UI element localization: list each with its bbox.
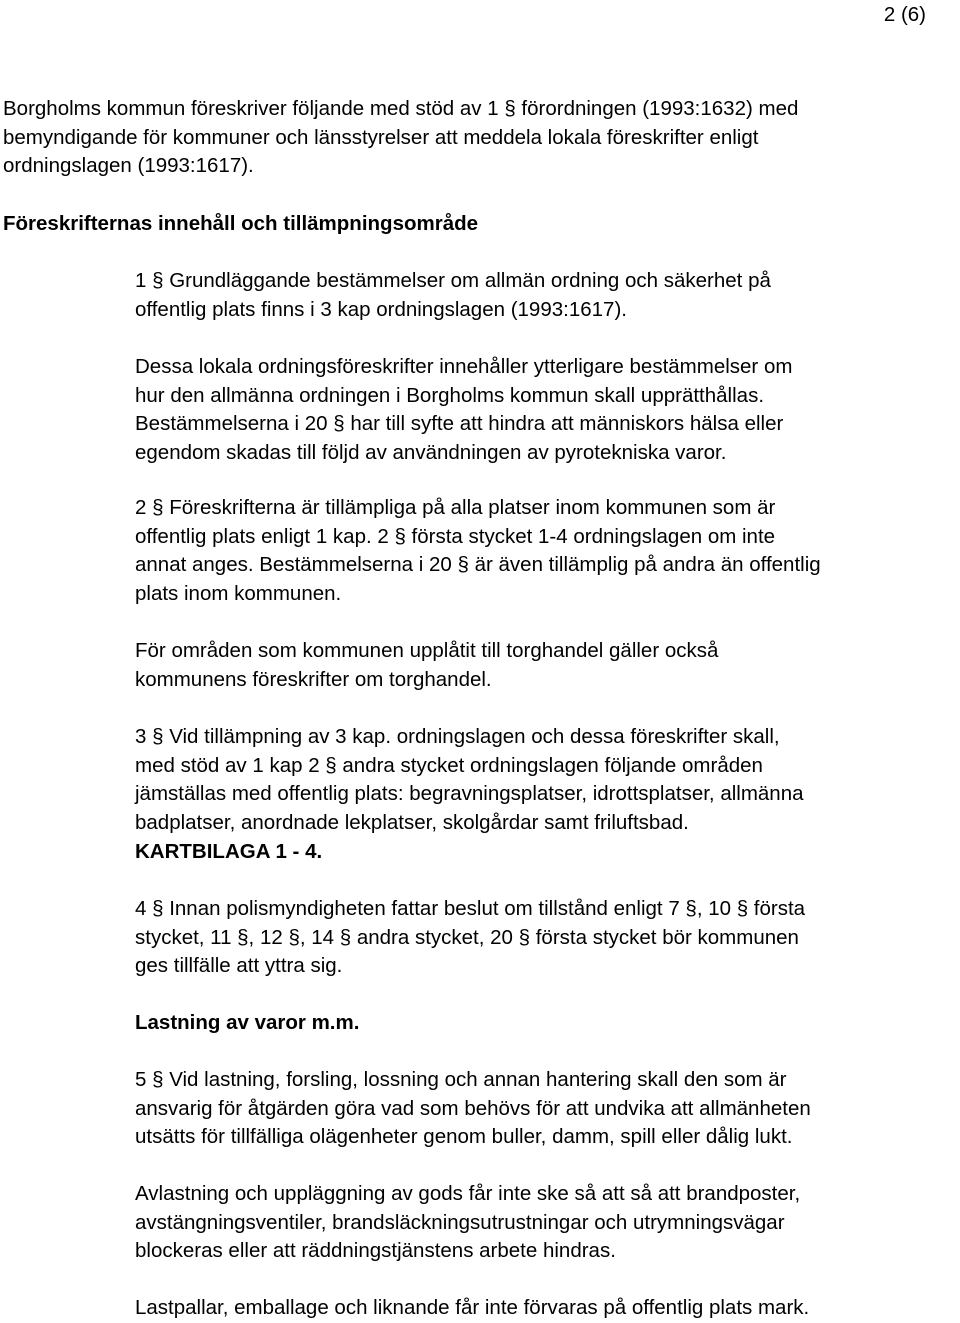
text-line: avstängningsventiler, brandsläckningsutrustningar och utrymningsvägar: [135, 1210, 785, 1234]
text-line: kommunens föreskrifter om torghandel.: [135, 667, 492, 691]
text-line: 3 § Vid tillämpning av 3 kap. ordningslagen och dessa föreskrifter skall,: [135, 725, 780, 748]
paragraph-1: [135, 267, 960, 324]
text-line: jämställas med offentlig plats: begravningsplatser, idrottsplatser, allmänna: [135, 782, 804, 806]
page-number: 2 (6): [883, 3, 926, 26]
map-appendix-reference: KARTBILAGA 1 - 4.: [135, 839, 323, 863]
text-line: ges tillfälle att yttra sig.: [135, 954, 343, 978]
text-line: Borgholms kommun föreskriver följande med stöd av 1 § förordningen (1993:1632) med: [3, 97, 799, 120]
text-line: plats inom kommunen.: [135, 582, 342, 606]
text-line: 1 § Grundläggande bestämmelser om allmän ordning och säkerhet på: [135, 269, 771, 292]
paragraph-3: [135, 723, 960, 867]
text-line: Bestämmelserna i 20 § har till syfte att hindra att människors hälsa eller: [135, 412, 784, 436]
text-line: egendom skadas till följd av användningen av pyrotekniska varor.: [135, 441, 727, 465]
text-line: med stöd av 1 kap 2 § andra stycket ordningslagen följande områden: [135, 753, 763, 777]
paragraph-4: [135, 895, 960, 981]
section-heading: Lastning av varor m.m.: [135, 1011, 360, 1034]
text-line: stycket, 11 §, 12 §, 14 § andra stycket, 20 § första stycket bör kommunen: [135, 925, 799, 949]
text-line: offentlig plats enligt 1 kap. 2 § första stycket 1-4 ordningslagen om inte: [135, 524, 776, 548]
text-line: För områden som kommunen upplåtit till torghandel gäller också: [135, 639, 719, 662]
text-line: bemyndigande för kommuner och länsstyrelser att meddela lokala föreskrifter enligt: [3, 125, 759, 149]
paragraph-2: [135, 494, 960, 609]
text-line: utsätts för tillfälliga olägenheter genom buller, damm, spill eller dålig lukt.: [135, 1125, 793, 1149]
text-line: offentlig plats finns i 3 kap ordningslagen (1993:1617).: [135, 297, 627, 321]
text-line: blockeras eller att räddningstjänstens arbete hindras.: [135, 1239, 616, 1263]
text-line: Dessa lokala ordningsföreskrifter innehåller ytterligare bestämmelser om: [135, 355, 793, 378]
text-line: 2 § Föreskrifterna är tillämpliga på alla platser inom kommunen som är: [135, 496, 776, 519]
text-line: 4 § Innan polismyndigheten fattar beslut om tillstånd enligt 7 §, 10 § första: [135, 897, 806, 920]
text-line: Lastpallar, emballage och liknande får inte förvaras på offentlig plats mark.: [135, 1296, 810, 1319]
text-line: ansvarig för åtgärden göra vad som behövs för att undvika att allmänheten: [135, 1096, 811, 1120]
paragraph-5c: [135, 1294, 960, 1323]
text-line: annat anges. Bestämmelserna i 20 § är även tillämplig på andra än offentlig: [135, 553, 821, 577]
paragraph-5: [135, 1066, 960, 1152]
paragraph-2b: [135, 637, 960, 694]
intro-paragraph: [3, 95, 960, 181]
paragraph-1b: [135, 353, 960, 468]
section-heading: Föreskrifternas innehåll och tillämpningsområde: [3, 212, 479, 235]
text-line: 5 § Vid lastning, forsling, lossning och annan hantering skall den som är: [135, 1068, 787, 1091]
text-line: hur den allmänna ordningen i Borgholms kommun skall upprätthållas.: [135, 383, 765, 407]
text-line: ordningslagen (1993:1617).: [3, 154, 254, 178]
text-line: badplatser, anordnade lekplatser, skolgårdar samt friluftsbad.: [135, 811, 689, 835]
paragraph-5b: [135, 1180, 960, 1266]
text-line: Avlastning och uppläggning av gods får inte ske så att så att brandposter,: [135, 1182, 801, 1205]
